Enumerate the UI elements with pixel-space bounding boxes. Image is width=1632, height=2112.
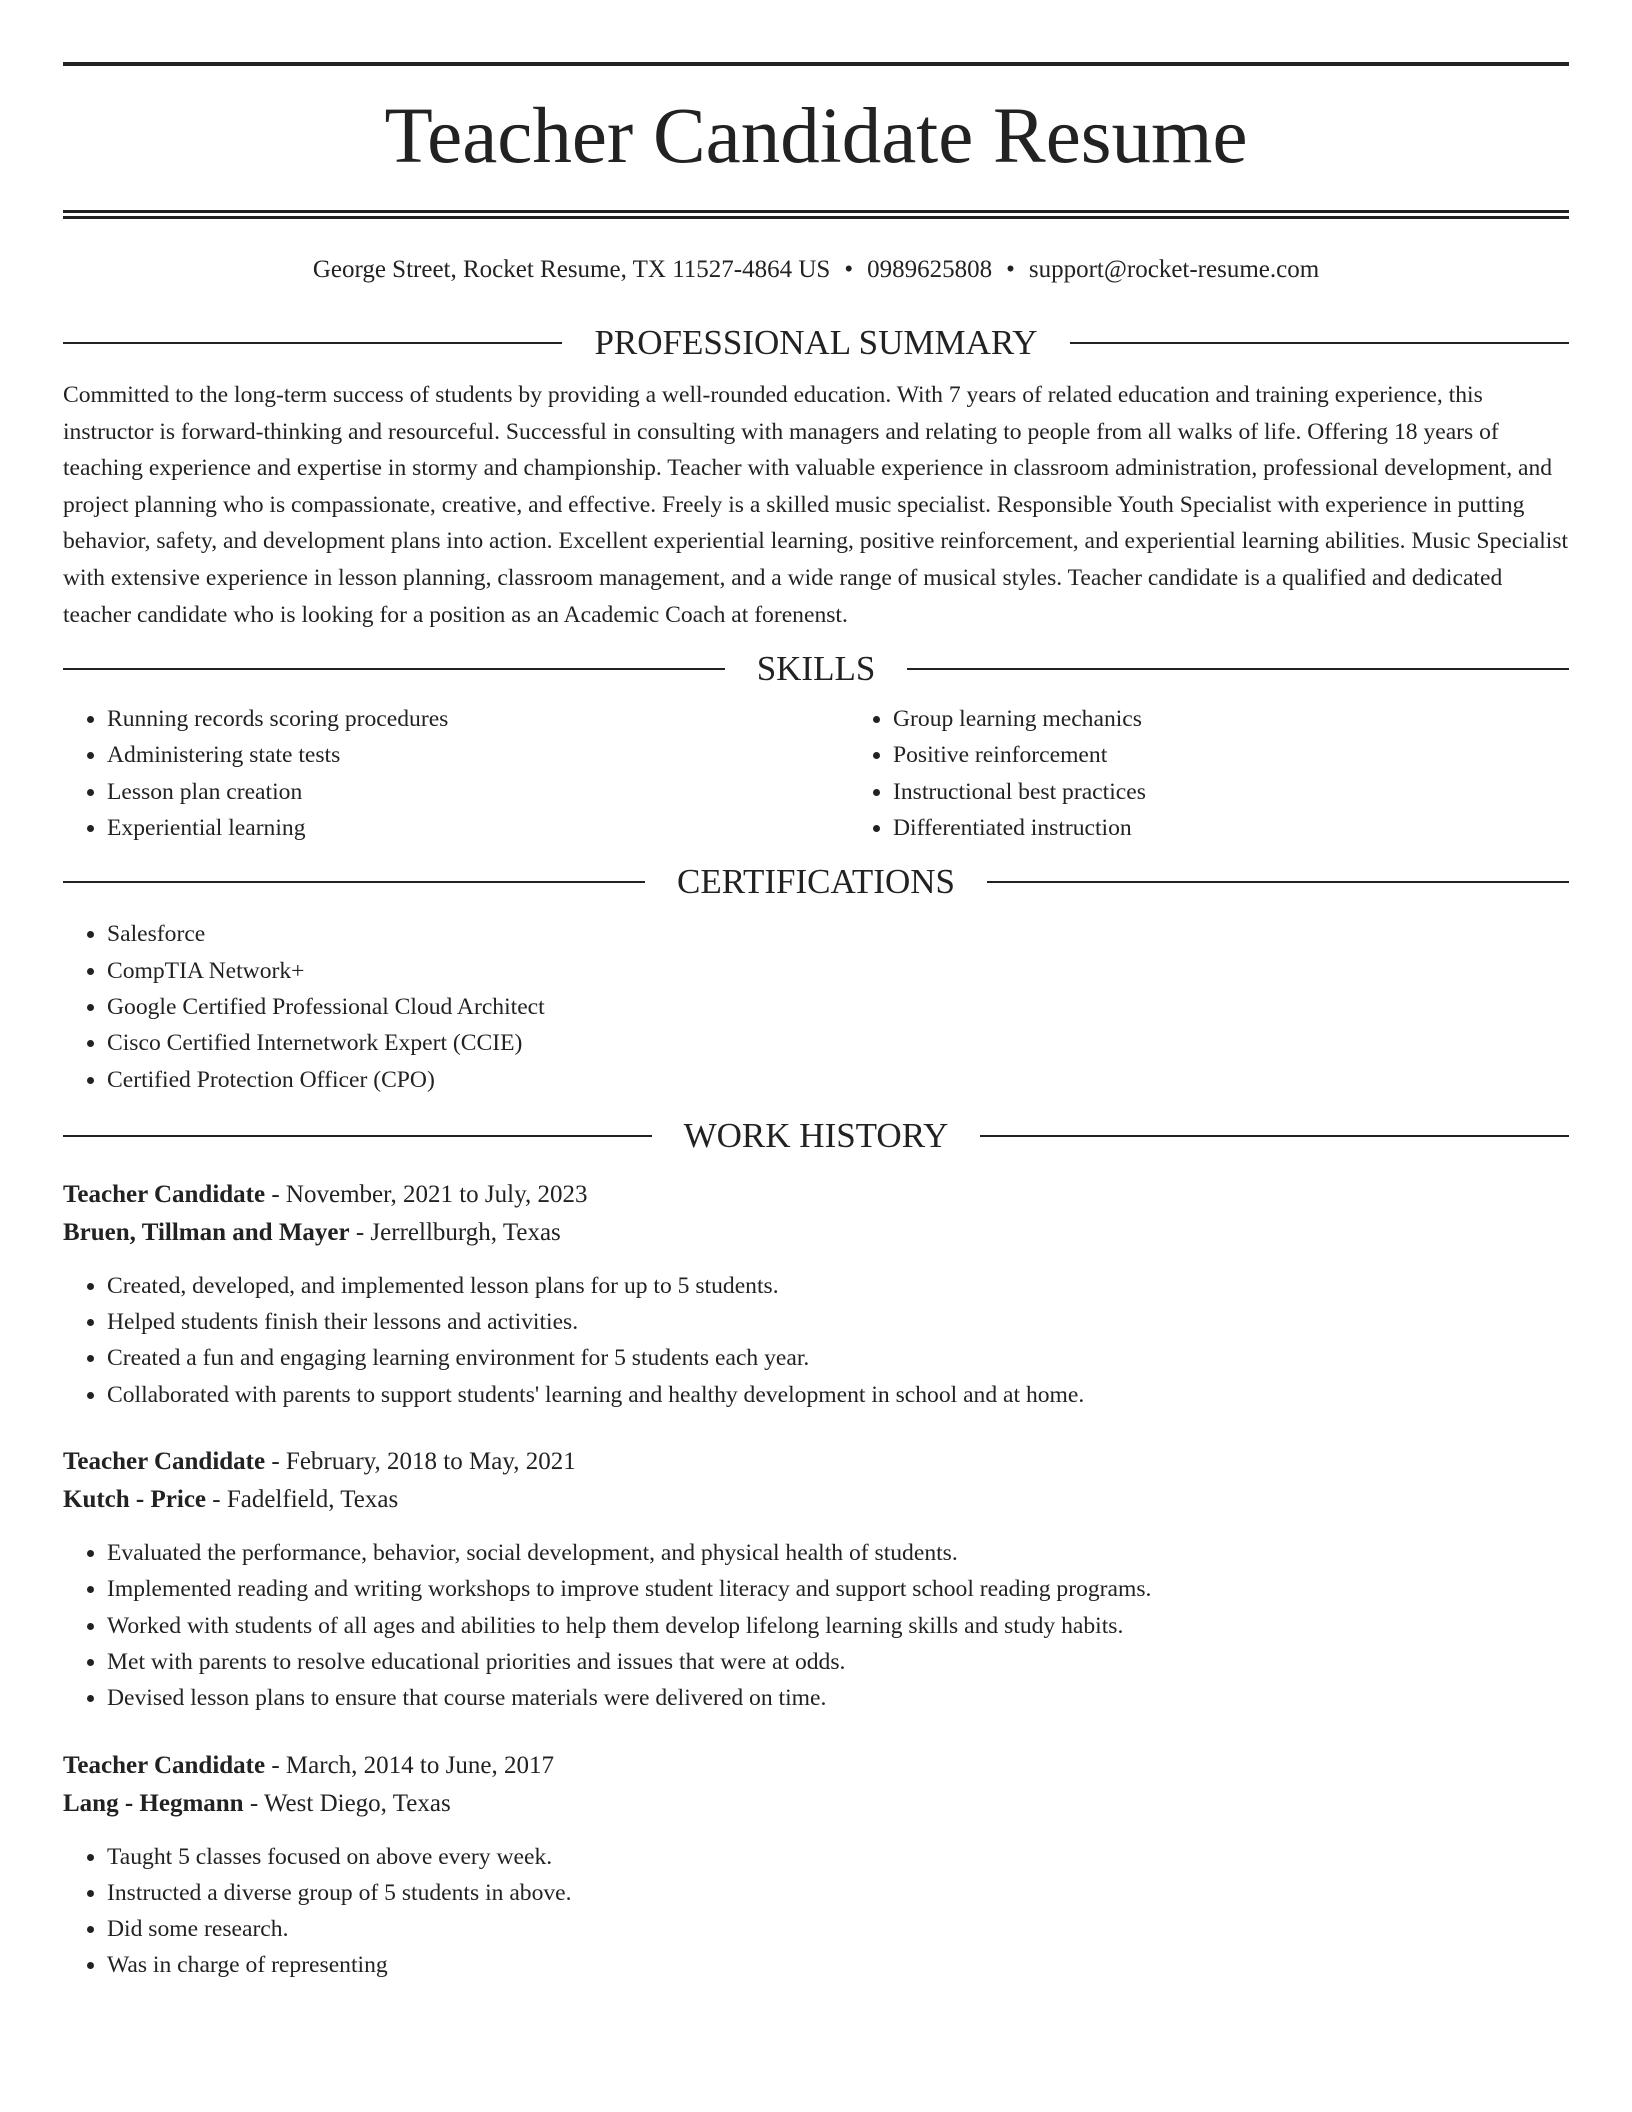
job-entry — [63, 1443, 1569, 1716]
job-bullet: • Was in charge of representing — [107, 1947, 1569, 1983]
heading-rule — [63, 342, 562, 344]
job-entry — [63, 1176, 1569, 1413]
skill-item: • Group learning mechanics — [893, 701, 1632, 737]
skills-list-left — [63, 701, 849, 846]
job-dates: - March, 2014 to June, 2017 — [265, 1751, 554, 1779]
skill-item: • Positive reinforcement — [893, 737, 1632, 773]
heading-rule — [63, 1135, 652, 1137]
job-title-line — [63, 1176, 1569, 1214]
skill-item: • Lesson plan creation — [107, 774, 849, 810]
heading-rule — [1070, 342, 1569, 344]
job-bullet: • Taught 5 classes focused on above every week. — [107, 1839, 1569, 1875]
summary-heading-label: PROFESSIONAL SUMMARY — [594, 323, 1038, 362]
job-company: Kutch - Price — [63, 1486, 207, 1514]
resume-page — [63, 0, 1569, 1984]
job-bullet: • Devised lesson plans to ensure that course materials were delivered on time. — [107, 1680, 1569, 1716]
contact-address: George Street, Rocket Resume, TX 11527-4864 US — [312, 256, 831, 283]
job-title: Teacher Candidate — [63, 1180, 266, 1208]
job-title-line — [63, 1747, 1569, 1785]
skill-item: • Instructional best practices — [893, 774, 1632, 810]
job-location: - Fadelfield, Texas — [206, 1486, 399, 1514]
skill-item: • Differentiated instruction — [893, 810, 1632, 846]
title-double-rule — [63, 210, 1569, 219]
job-bullet: • Created a fun and engaging learning environment for 5 students each year. — [107, 1340, 1569, 1376]
job-dates: - November, 2021 to July, 2023 — [265, 1180, 588, 1208]
skills-heading — [63, 647, 1569, 691]
certification-item: • Certified Protection Officer (CPO) — [107, 1062, 1569, 1098]
skill-item: • Experiential learning — [107, 810, 849, 846]
heading-rule — [63, 668, 725, 670]
job-bullets — [63, 1268, 1569, 1413]
job-bullets — [63, 1839, 1569, 1984]
job-bullet: • Collaborated with parents to support students' learning and healthy development in school and at home. — [107, 1377, 1569, 1413]
job-company-line — [63, 1785, 1569, 1823]
skill-item: • Administering state tests — [107, 737, 849, 773]
job-dates: - February, 2018 to May, 2021 — [265, 1448, 576, 1476]
work-history-heading-label: WORK HISTORY — [683, 1115, 949, 1155]
job-title-line — [63, 1443, 1569, 1481]
resume-title: Teacher Candidate Resume — [384, 93, 1248, 180]
job-bullet: • Did some research. — [107, 1911, 1569, 1947]
skills-heading-label: SKILLS — [756, 649, 876, 689]
summary-heading — [63, 321, 1569, 365]
certifications-heading — [63, 860, 1569, 904]
certification-item: • Google Certified Professional Cloud Architect — [107, 989, 1569, 1025]
job-bullet: • Helped students finish their lessons and activities. — [107, 1304, 1569, 1340]
contact-phone: 0989625808 — [867, 256, 993, 283]
top-rule — [63, 62, 1569, 66]
heading-rule — [980, 1135, 1569, 1137]
heading-rule — [987, 881, 1569, 883]
skill-item: • Running records scoring procedures — [107, 701, 849, 737]
contact-email: support@rocket-resume.com — [1028, 256, 1320, 283]
job-company: Bruen, Tillman and Mayer — [63, 1218, 350, 1246]
job-bullet: • Worked with students of all ages and abilities to help them develop lifelong learning skills and study habits. — [107, 1608, 1569, 1644]
job-location: - Jerrellburgh, Texas — [349, 1218, 561, 1246]
job-title: Teacher Candidate — [63, 1448, 266, 1476]
job-company: Lang - Hegmann — [63, 1789, 244, 1817]
heading-rule — [907, 668, 1569, 670]
contact-separator: • — [844, 256, 854, 283]
job-entry — [63, 1747, 1569, 1984]
contact-line — [63, 255, 1569, 285]
summary-paragraph: Committed to the long-term success of students by providing a well-rounded education. With 7 years of related education and training experience, this instructor is forward-thinking and resourceful. Successful in consulting with managers and relating to people from all walks of life. Offering 18 years of teaching experience and expertise in stormy and championship. Teacher with valuable experience in classroom administration, professional development, and project planning who is compassionate, creative, and effective. Freely is a skilled music specialist. Responsible Youth Specialist with experience in putting behavior, safety, and development plans into action. Excellent experiential learning, positive reinforcement, and experiential learning abilities. Music Specialist with extensive experience in lesson planning, classroom management, and a wide range of musical styles. Teacher candidate is a qualified and dedicated teacher candidate who is looking for a position as an Academic Coach at forenenst. — [63, 382, 1569, 628]
certification-item: • Cisco Certified Internetwork Expert (CCIE) — [107, 1025, 1569, 1061]
certifications-heading-label: CERTIFICATIONS — [677, 862, 955, 902]
job-bullet: • Implemented reading and writing workshops to improve student literacy and support school reading programs. — [107, 1571, 1569, 1607]
skills-grid — [63, 701, 1569, 846]
job-company-line — [63, 1214, 1569, 1252]
job-bullet: • Instructed a diverse group of 5 students in above. — [107, 1875, 1569, 1911]
certifications-list — [63, 916, 1569, 1097]
job-bullet: • Created, developed, and implemented lesson plans for up to 5 students. — [107, 1268, 1569, 1304]
job-company-line — [63, 1481, 1569, 1519]
heading-rule — [63, 881, 645, 883]
work-history-heading — [63, 1114, 1569, 1158]
job-bullet: • Evaluated the performance, behavior, social development, and physical health of students. — [107, 1535, 1569, 1571]
job-bullets — [63, 1535, 1569, 1716]
contact-separator: • — [1006, 256, 1015, 283]
certification-item: • CompTIA Network+ — [107, 953, 1569, 989]
job-title: Teacher Candidate — [63, 1751, 266, 1779]
certification-item: • Salesforce — [107, 916, 1569, 952]
skills-list-right — [849, 701, 1632, 846]
job-location: - West Diego, Texas — [243, 1789, 451, 1817]
job-bullet: • Met with parents to resolve educational priorities and issues that were at odds. — [107, 1644, 1569, 1680]
